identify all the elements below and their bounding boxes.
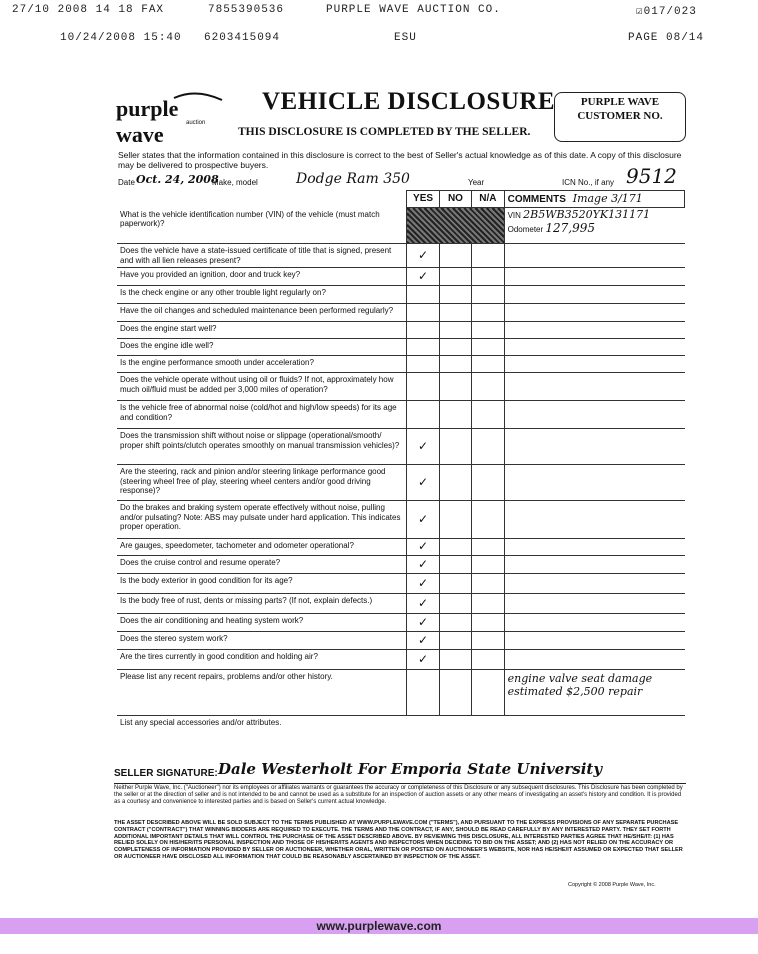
yes-cell[interactable] bbox=[407, 401, 439, 429]
no-cell[interactable] bbox=[439, 429, 471, 465]
comments-handwritten: Image 3/171 bbox=[572, 191, 643, 205]
fax-number-2: 6203415094 bbox=[204, 32, 281, 44]
footer-url[interactable]: www.purplewave.com bbox=[316, 919, 442, 933]
na-cell[interactable] bbox=[472, 594, 504, 614]
odometer-label: Odometer bbox=[507, 224, 544, 234]
na-header: N/A bbox=[472, 191, 504, 208]
fax-page-2: PAGE 08/14 bbox=[628, 32, 705, 44]
question-text: Are gauges, speedometer, tachometer and odometer operational? bbox=[117, 539, 407, 556]
no-cell[interactable] bbox=[439, 286, 471, 304]
vin-redacted-block bbox=[407, 208, 504, 244]
fax-page: ☑017/023 bbox=[636, 6, 697, 18]
comment-cell[interactable] bbox=[504, 286, 684, 304]
comments-header-label: COMMENTS bbox=[507, 193, 566, 205]
na-cell[interactable] bbox=[472, 501, 504, 539]
comment-cell[interactable] bbox=[504, 244, 684, 268]
comment-cell[interactable] bbox=[504, 373, 684, 401]
table-row bbox=[117, 501, 685, 539]
yes-cell[interactable]: ✓ bbox=[407, 614, 439, 632]
repairs-question: Please list any recent repairs, problems and/or other history. bbox=[120, 672, 333, 681]
year-label: Year bbox=[468, 178, 485, 187]
question-text: Does the cruise control and resume operate? bbox=[117, 556, 407, 574]
table-row bbox=[117, 208, 685, 244]
na-cell[interactable] bbox=[472, 322, 504, 339]
yes-cell[interactable]: ✓ bbox=[407, 501, 439, 539]
odometer-value: 127,995 bbox=[545, 220, 596, 235]
vin-value: 2B5WB3520YK131171 bbox=[523, 208, 651, 221]
table-row bbox=[117, 539, 685, 556]
question-header bbox=[117, 191, 407, 208]
yes-cell[interactable] bbox=[407, 356, 439, 373]
table-row bbox=[117, 632, 685, 650]
terms-text: THE ASSET DESCRIBED ABOVE WILL BE SOLD SUBJECT TO THE TERMS PUBLISHED AT WWW.PURPLEWAVE.COM ("TERMS"), AND PURSUANT TO THE EXPRESS PROVISIONS OF ANY SEPARATE PURCHASE CONTRACT ("CONTRACT") THAT WINNING BIDDERS ARE REQUIRED TO EXECUTE. THE TERMS AND THE CONTRACT, IF ANY, SHOULD BE READ CAREFULLY BY ANY INTERESTED PARTY. THEY SET FORTH ADDITIONAL IMPORTANT DETAILS THAT WILL CONTROL THE PURCHASE OF THE ASSET DESCRIBED ABOVE. BY REVIEWING THIS DISCLOSURE, ALL INTERESTED PARTIES AGREE THAT HE/SHE/IT: (1) HAS RELIED SOLELY ON HIS/HER/ITS PERSONAL INSPECTION AND THOSE OF HIS/HER/ITS AGENTS AND INSPECTORS WHEN DECIDING TO BID ON THE ASSET; AND (2) HAS NOT RELIED ON THE ACCURACY OR COMPLETENESS OF INFORMATION PROVIDED BY SELLER OR AUCTIONEER, WHETHER ORAL, WRITTEN OR POSTED ON AUCTIONEER'S WEBSITE, NOR HAS HE/SHE/IT ASSUMED OR EXPECTED THAT SELLER OR AUCTIONEER HAVE DISCLOSED ALL INFORMATION THAT COULD BE REASONABLY ASCERTAINED BY INSPECTION OF THE ASSET. bbox=[114, 820, 683, 860]
yes-cell[interactable] bbox=[407, 286, 439, 304]
question-text: Are the tires currently in good condition and holding air? bbox=[117, 650, 407, 670]
disclaimer-text: Neither Purple Wave, Inc. ("Auctioneer") nor its employees or affiliates warrants or guarantees the accuracy or completeness of this Disclosure or any subsequent disclosures. This Disclosure has been completed by the seller or at the direction of seller and is not intended to be and cannot be used as a substitute for an inspection of auction assets or any other means of investigating an asset's history and condition. It is provided as a courtesy and convenience to interested parties and is based on Seller's current actual knowledge. bbox=[114, 785, 683, 805]
fax-code: ESU bbox=[394, 32, 417, 44]
table-row bbox=[117, 574, 685, 594]
comment-cell[interactable] bbox=[504, 650, 684, 670]
question-text: Is the body free of rust, dents or missing parts? (If not, explain defects.) bbox=[117, 594, 407, 614]
no-header: NO bbox=[439, 191, 471, 208]
table-row bbox=[117, 268, 685, 286]
customer-number-box: PURPLE WAVE CUSTOMER NO. bbox=[554, 92, 686, 142]
na-cell[interactable] bbox=[472, 373, 504, 401]
question-text: Does the vehicle have a state-issued certificate of title that is signed, present and with all lien releases present? bbox=[117, 244, 407, 268]
table-row bbox=[117, 556, 685, 574]
table-row bbox=[117, 373, 685, 401]
vehicle-info-line bbox=[118, 164, 688, 190]
yes-cell[interactable] bbox=[407, 304, 439, 322]
table-row bbox=[117, 429, 685, 465]
na-cell[interactable] bbox=[472, 286, 504, 304]
comment-cell[interactable] bbox=[504, 401, 684, 429]
table-row bbox=[117, 322, 685, 339]
vin-label: VIN bbox=[507, 211, 521, 220]
no-cell[interactable] bbox=[439, 556, 471, 574]
na-cell[interactable] bbox=[472, 574, 504, 594]
yes-cell[interactable]: ✓ bbox=[407, 539, 439, 556]
page-subtitle: THIS DISCLOSURE IS COMPLETED BY THE SELLER. bbox=[238, 126, 531, 138]
na-cell[interactable] bbox=[472, 650, 504, 670]
table-row bbox=[117, 614, 685, 632]
na-cell[interactable] bbox=[472, 465, 504, 501]
comment-cell[interactable] bbox=[504, 429, 684, 465]
no-cell[interactable] bbox=[439, 373, 471, 401]
question-text: Is the engine performance smooth under acceleration? bbox=[117, 356, 407, 373]
yes-cell[interactable]: ✓ bbox=[407, 465, 439, 501]
fax-company: PURPLE WAVE AUCTION CO. bbox=[326, 4, 501, 16]
na-cell[interactable] bbox=[472, 539, 504, 556]
seller-signature-line bbox=[114, 762, 686, 784]
comment-cell[interactable] bbox=[504, 339, 684, 356]
question-text: Does the engine start well? bbox=[117, 322, 407, 339]
accessories-row bbox=[117, 716, 685, 766]
purple-wave-logo bbox=[116, 90, 228, 147]
yes-cell[interactable]: ✓ bbox=[407, 268, 439, 286]
no-cell[interactable] bbox=[439, 304, 471, 322]
table-row bbox=[117, 304, 685, 322]
question-text: Is the vehicle free of abnormal noise (cold/hot and high/low speeds) for its age and condition? bbox=[117, 401, 407, 429]
no-cell[interactable] bbox=[439, 356, 471, 373]
yes-cell[interactable]: ✓ bbox=[407, 632, 439, 650]
na-cell[interactable] bbox=[472, 670, 504, 716]
fax-number: 7855390536 bbox=[208, 4, 285, 16]
accessories-question: List any special accessories and/or attributes. bbox=[117, 716, 685, 766]
yes-cell[interactable] bbox=[407, 670, 439, 716]
signature-value: Dale Westerholt For Emporia State University bbox=[218, 760, 603, 778]
yes-cell[interactable] bbox=[407, 339, 439, 356]
footer-url-band bbox=[0, 918, 758, 934]
no-cell[interactable] bbox=[439, 268, 471, 286]
date-label: Date bbox=[118, 178, 135, 187]
no-cell[interactable] bbox=[439, 501, 471, 539]
comment-cell[interactable] bbox=[504, 465, 684, 501]
no-cell[interactable] bbox=[439, 322, 471, 339]
yes-cell[interactable]: ✓ bbox=[407, 650, 439, 670]
question-text: Have you provided an ignition, door and truck key? bbox=[117, 268, 407, 286]
na-cell[interactable] bbox=[472, 304, 504, 322]
table-row bbox=[117, 650, 685, 670]
comment-cell[interactable] bbox=[504, 268, 684, 286]
comment-cell[interactable] bbox=[504, 501, 684, 539]
date-value: Oct. 24, 2008 bbox=[136, 173, 219, 186]
question-text: Do the brakes and braking system operate effectively without noise, pulling and/or pulsating? Note: ABS may pulsate under hard application. This indicates proper operation. bbox=[117, 501, 407, 539]
yes-cell[interactable]: ✓ bbox=[407, 594, 439, 614]
vin-comment bbox=[504, 208, 684, 244]
question-text: Does the transmission shift without noise or slippage (operational/smooth/ proper shift points/clutch operates smoothly on manual transmission vehicles)? bbox=[117, 429, 407, 465]
no-cell[interactable] bbox=[439, 614, 471, 632]
question-text: Does the air conditioning and heating system work? bbox=[117, 614, 407, 632]
icn-value: 9512 bbox=[626, 164, 677, 188]
table-row bbox=[117, 356, 685, 373]
na-cell[interactable] bbox=[472, 244, 504, 268]
copyright: Copyright © 2008 Purple Wave, Inc. bbox=[568, 882, 656, 888]
yes-cell[interactable]: ✓ bbox=[407, 244, 439, 268]
repairs-row bbox=[117, 670, 685, 716]
table-row bbox=[117, 594, 685, 614]
comment-cell[interactable] bbox=[504, 356, 684, 373]
page-title: VEHICLE DISCLOSURE bbox=[262, 88, 556, 115]
table-row bbox=[117, 465, 685, 501]
na-cell[interactable] bbox=[472, 356, 504, 373]
yes-cell[interactable]: ✓ bbox=[407, 556, 439, 574]
icn-label: ICN No., if any bbox=[562, 178, 615, 187]
no-cell[interactable] bbox=[439, 594, 471, 614]
comment-cell[interactable] bbox=[504, 556, 684, 574]
na-cell[interactable] bbox=[472, 632, 504, 650]
no-cell[interactable] bbox=[439, 539, 471, 556]
comment-cell[interactable] bbox=[504, 304, 684, 322]
comment-cell[interactable] bbox=[504, 632, 684, 650]
yes-header: YES bbox=[407, 191, 439, 208]
na-cell[interactable] bbox=[472, 614, 504, 632]
signature-label: SELLER SIGNATURE: bbox=[114, 768, 218, 779]
no-cell[interactable] bbox=[439, 670, 471, 716]
table-header-row bbox=[117, 191, 685, 208]
question-text: Does the vehicle operate without using oil or fluids? If not, approximately how much oil/fluid must be added per 3,000 miles of operation? bbox=[117, 373, 407, 401]
no-cell[interactable] bbox=[439, 339, 471, 356]
comment-cell[interactable] bbox=[504, 574, 684, 594]
comment-cell[interactable] bbox=[504, 539, 684, 556]
no-cell[interactable] bbox=[439, 465, 471, 501]
table-row bbox=[117, 286, 685, 304]
na-cell[interactable] bbox=[472, 339, 504, 356]
na-cell[interactable] bbox=[472, 401, 504, 429]
yes-cell[interactable]: ✓ bbox=[407, 429, 439, 465]
no-cell[interactable] bbox=[439, 650, 471, 670]
table-row bbox=[117, 244, 685, 268]
logo-text: purple wave bbox=[116, 96, 179, 147]
question-text: Have the oil changes and scheduled maintenance been performed regularly? bbox=[117, 304, 407, 322]
no-cell[interactable] bbox=[439, 574, 471, 594]
comments-header bbox=[504, 191, 684, 208]
no-cell[interactable] bbox=[439, 401, 471, 429]
make-value: Dodge Ram 350 bbox=[296, 171, 410, 187]
table-row bbox=[117, 401, 685, 429]
comment-cell[interactable] bbox=[504, 614, 684, 632]
yes-cell[interactable]: ✓ bbox=[407, 574, 439, 594]
question-text: Are the steering, rack and pinion and/or steering linkage performance good (steering wheel free of play, steering wheel centers and/or good driving response)? bbox=[117, 465, 407, 501]
na-cell[interactable] bbox=[472, 556, 504, 574]
na-cell[interactable] bbox=[472, 429, 504, 465]
repairs-comment: engine valve seat damage estimated $2,500 repair bbox=[504, 670, 684, 716]
no-cell[interactable] bbox=[439, 244, 471, 268]
question-text: Does the stereo system work? bbox=[117, 632, 407, 650]
no-cell[interactable] bbox=[439, 632, 471, 650]
fax-datetime-2: 10/24/2008 15:40 bbox=[60, 32, 182, 44]
intro-text: Seller states that the information contained in this disclosure is correct to the best of Seller's actual knowledge as of this date. A copy of this disclosure may be delivered to prospective buyers. bbox=[118, 150, 682, 170]
fax-datetime: 27/10 2008 14 18 FAX bbox=[12, 4, 165, 16]
comment-cell[interactable] bbox=[504, 594, 684, 614]
question-text: Is the body exterior in good condition for its age? bbox=[117, 574, 407, 594]
make-label: Make, model bbox=[212, 178, 258, 187]
table-row bbox=[117, 339, 685, 356]
yes-cell[interactable] bbox=[407, 373, 439, 401]
disclosure-table bbox=[117, 190, 685, 766]
na-cell[interactable] bbox=[472, 268, 504, 286]
question-text: Is the check engine or any other trouble light regularly on? bbox=[117, 286, 407, 304]
comment-cell[interactable] bbox=[504, 322, 684, 339]
question-text: Does the engine idle well? bbox=[117, 339, 407, 356]
yes-cell[interactable] bbox=[407, 322, 439, 339]
question-text: What is the vehicle identification number (VIN) of the vehicle (must match paperwork)? bbox=[117, 208, 407, 244]
logo-sub: auction bbox=[186, 120, 206, 126]
